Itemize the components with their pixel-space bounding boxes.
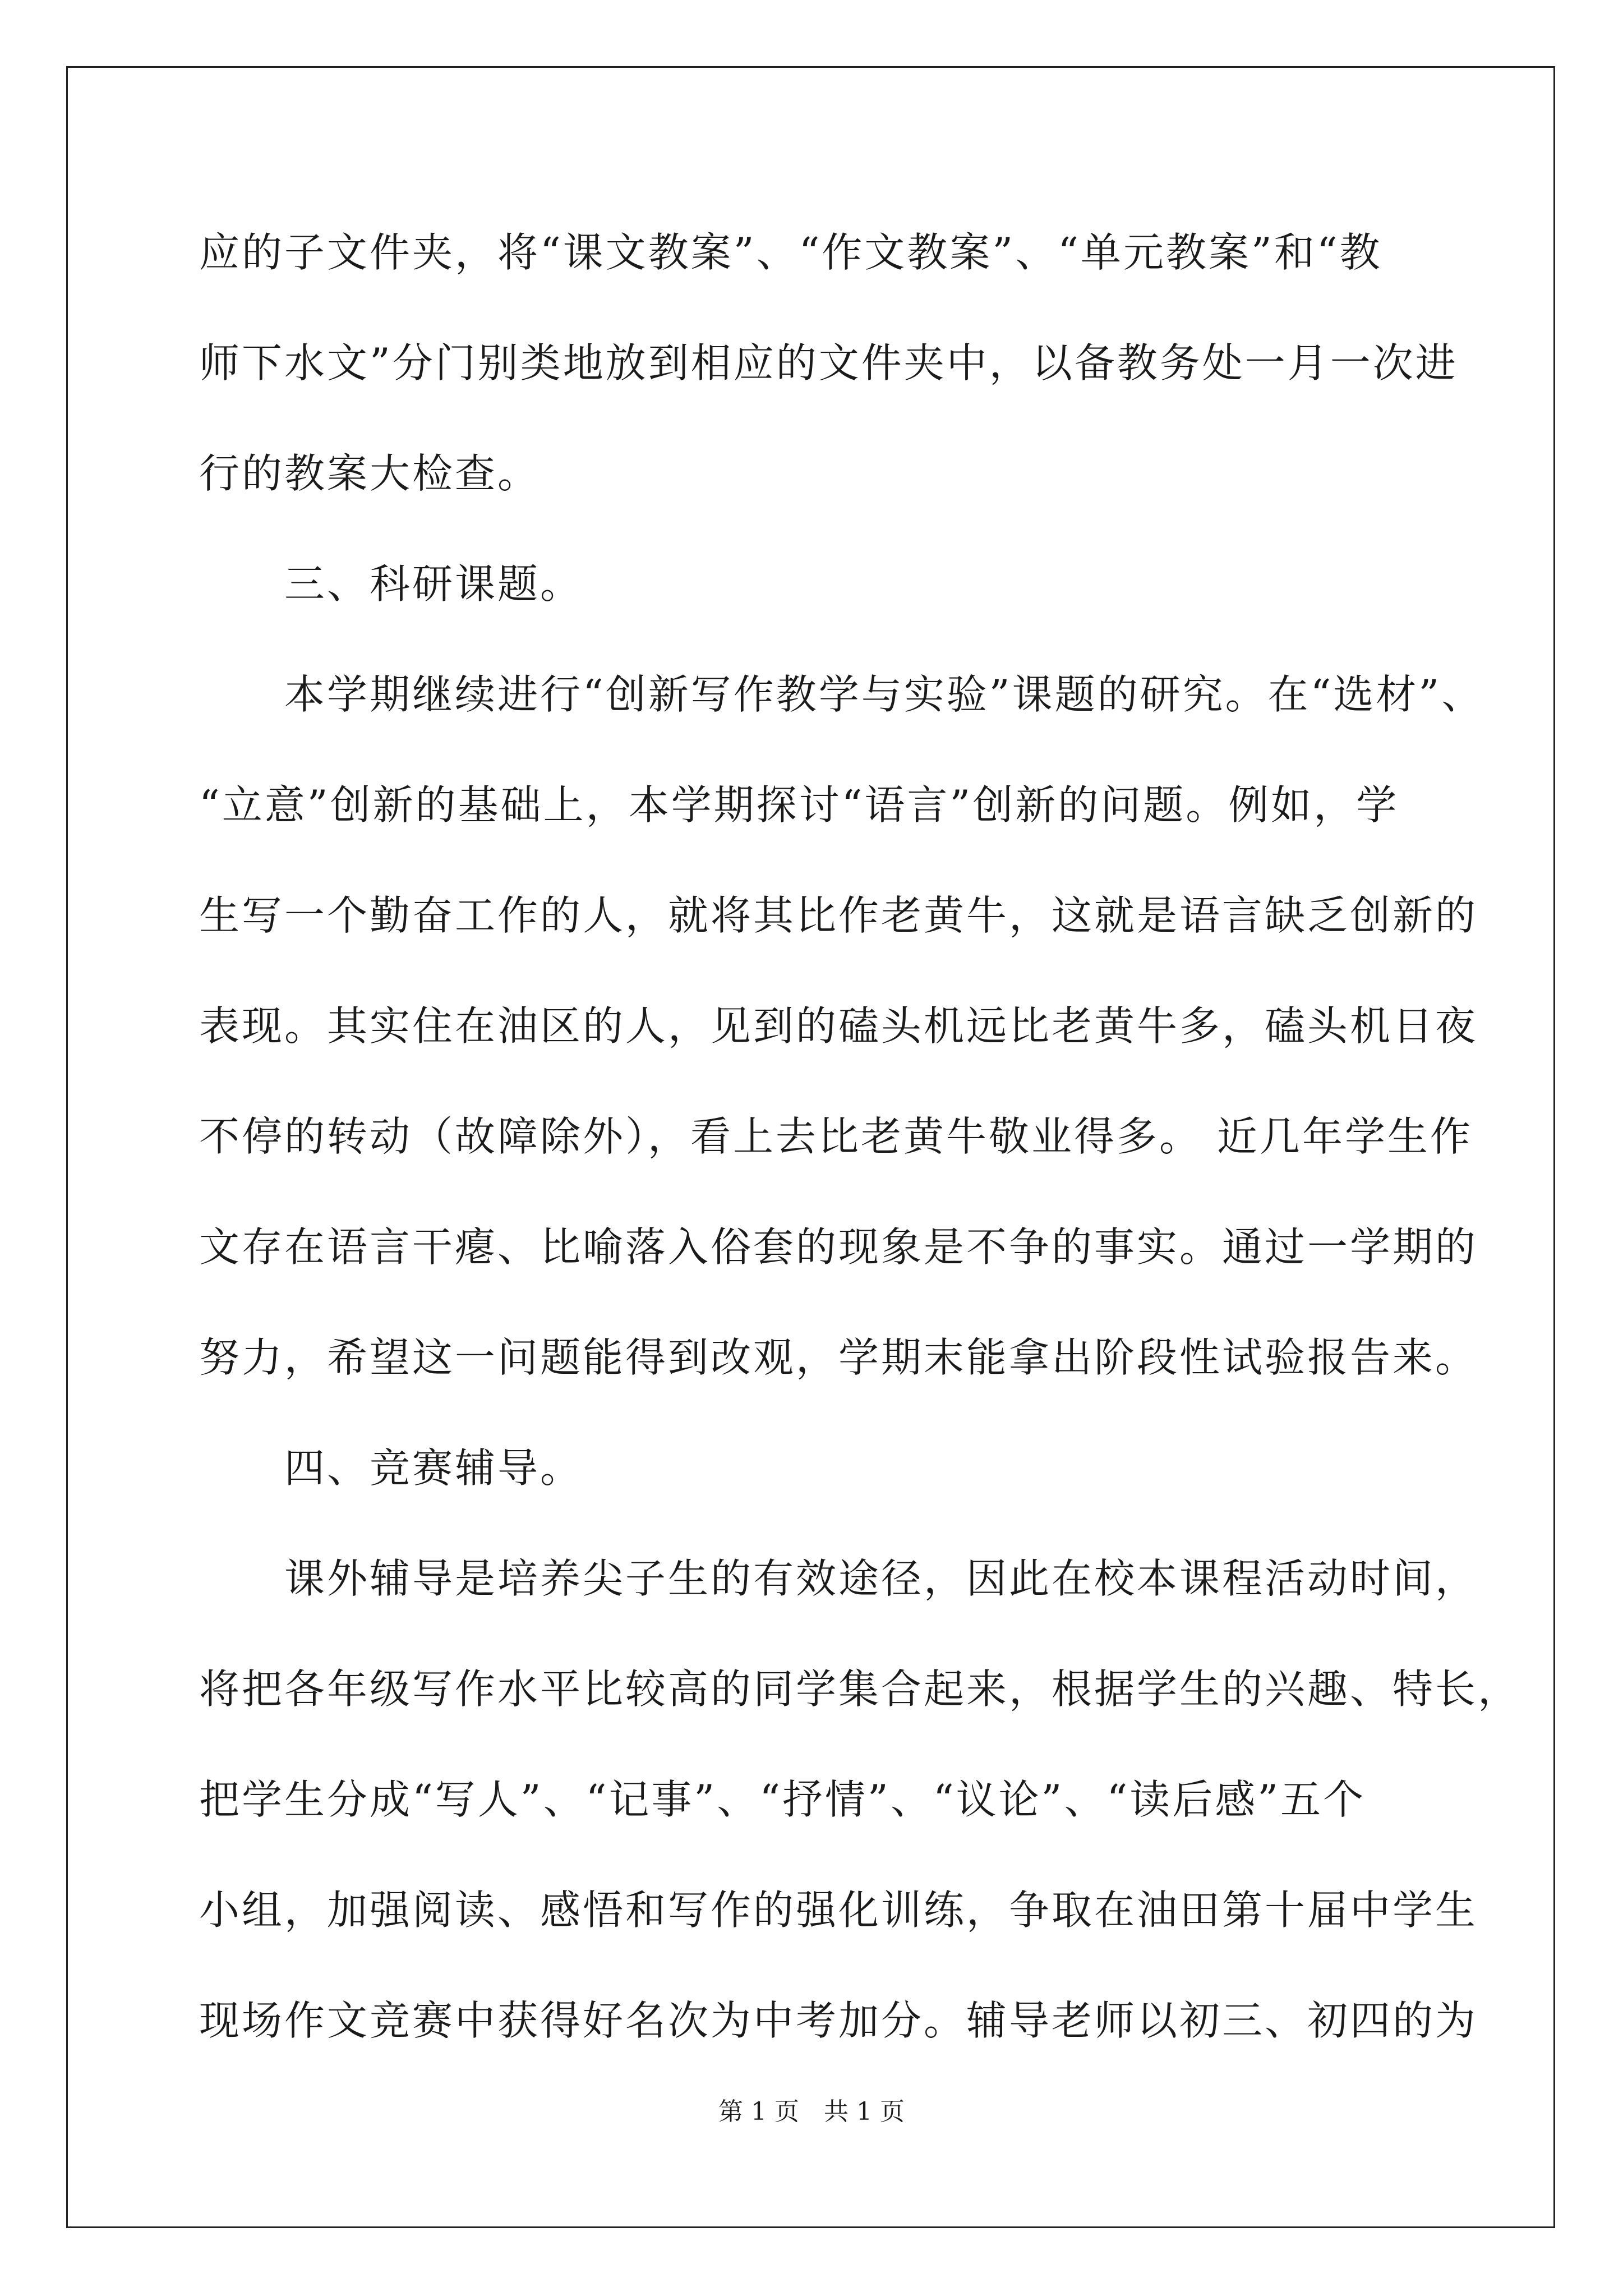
text-line: 师下水文”分门别类地放到相应的文件夹中，以备教务处一月一次进 — [199, 339, 1458, 386]
text-line: 小组，加强阅读、感悟和写作的强化训练，争取在油田第十届中学生 — [199, 1887, 1478, 1934]
text-line: 把学生分成“写人”、“记事”、“抒情”、“议论”、“读后感”五个 — [199, 1776, 1366, 1823]
text-line: 现场作文竞赛中获得好名次为中考加分。辅导老师以初三、初四的为 — [199, 1997, 1478, 2044]
page-number: 第 1 页 共 1 页 — [718, 2097, 905, 2126]
text-line: 表现。其实住在油区的人，见到的磕头机远比老黄牛多，磕头机日夜 — [199, 1002, 1478, 1050]
section-heading: 四、竞赛辅导。 — [199, 1444, 583, 1492]
text-line: 不停的转动（故障除外），看上去比老黄牛敬业得多。 近几年学生作 — [199, 1113, 1473, 1160]
text-line: 文存在语言干瘪、比喻落入俗套的现象是不争的事实。通过一学期的 — [199, 1223, 1478, 1271]
text-line: 应的子文件夹，将“课文教案”、“作文教案”、“单元教案”和“教 — [199, 229, 1382, 276]
text-line: 本学期继续进行“创新写作教学与实验”课题的研究。在“选材”、 — [199, 671, 1484, 718]
text-line: 生写一个勤奋工作的人，就将其比作老黄牛，这就是语言缺乏创新的 — [199, 892, 1478, 939]
text-line: 课外辅导是培养尖子生的有效途径，因此在校本课程活动时间， — [199, 1555, 1478, 1602]
text-line: 行的教案大检查。 — [199, 450, 541, 497]
text-line: 将把各年级写作水平比较高的同学集合起来，根据学生的兴趣、特长， — [199, 1665, 1521, 1713]
section-heading: 三、科研课题。 — [199, 560, 583, 608]
text-line: “立意”创新的基础上，本学期探讨“语言”创新的问题。例如，学 — [199, 781, 1399, 829]
text-line: 努力，希望这一问题能得到改观，学期末能拿出阶段性试验报告来。 — [199, 1334, 1478, 1381]
